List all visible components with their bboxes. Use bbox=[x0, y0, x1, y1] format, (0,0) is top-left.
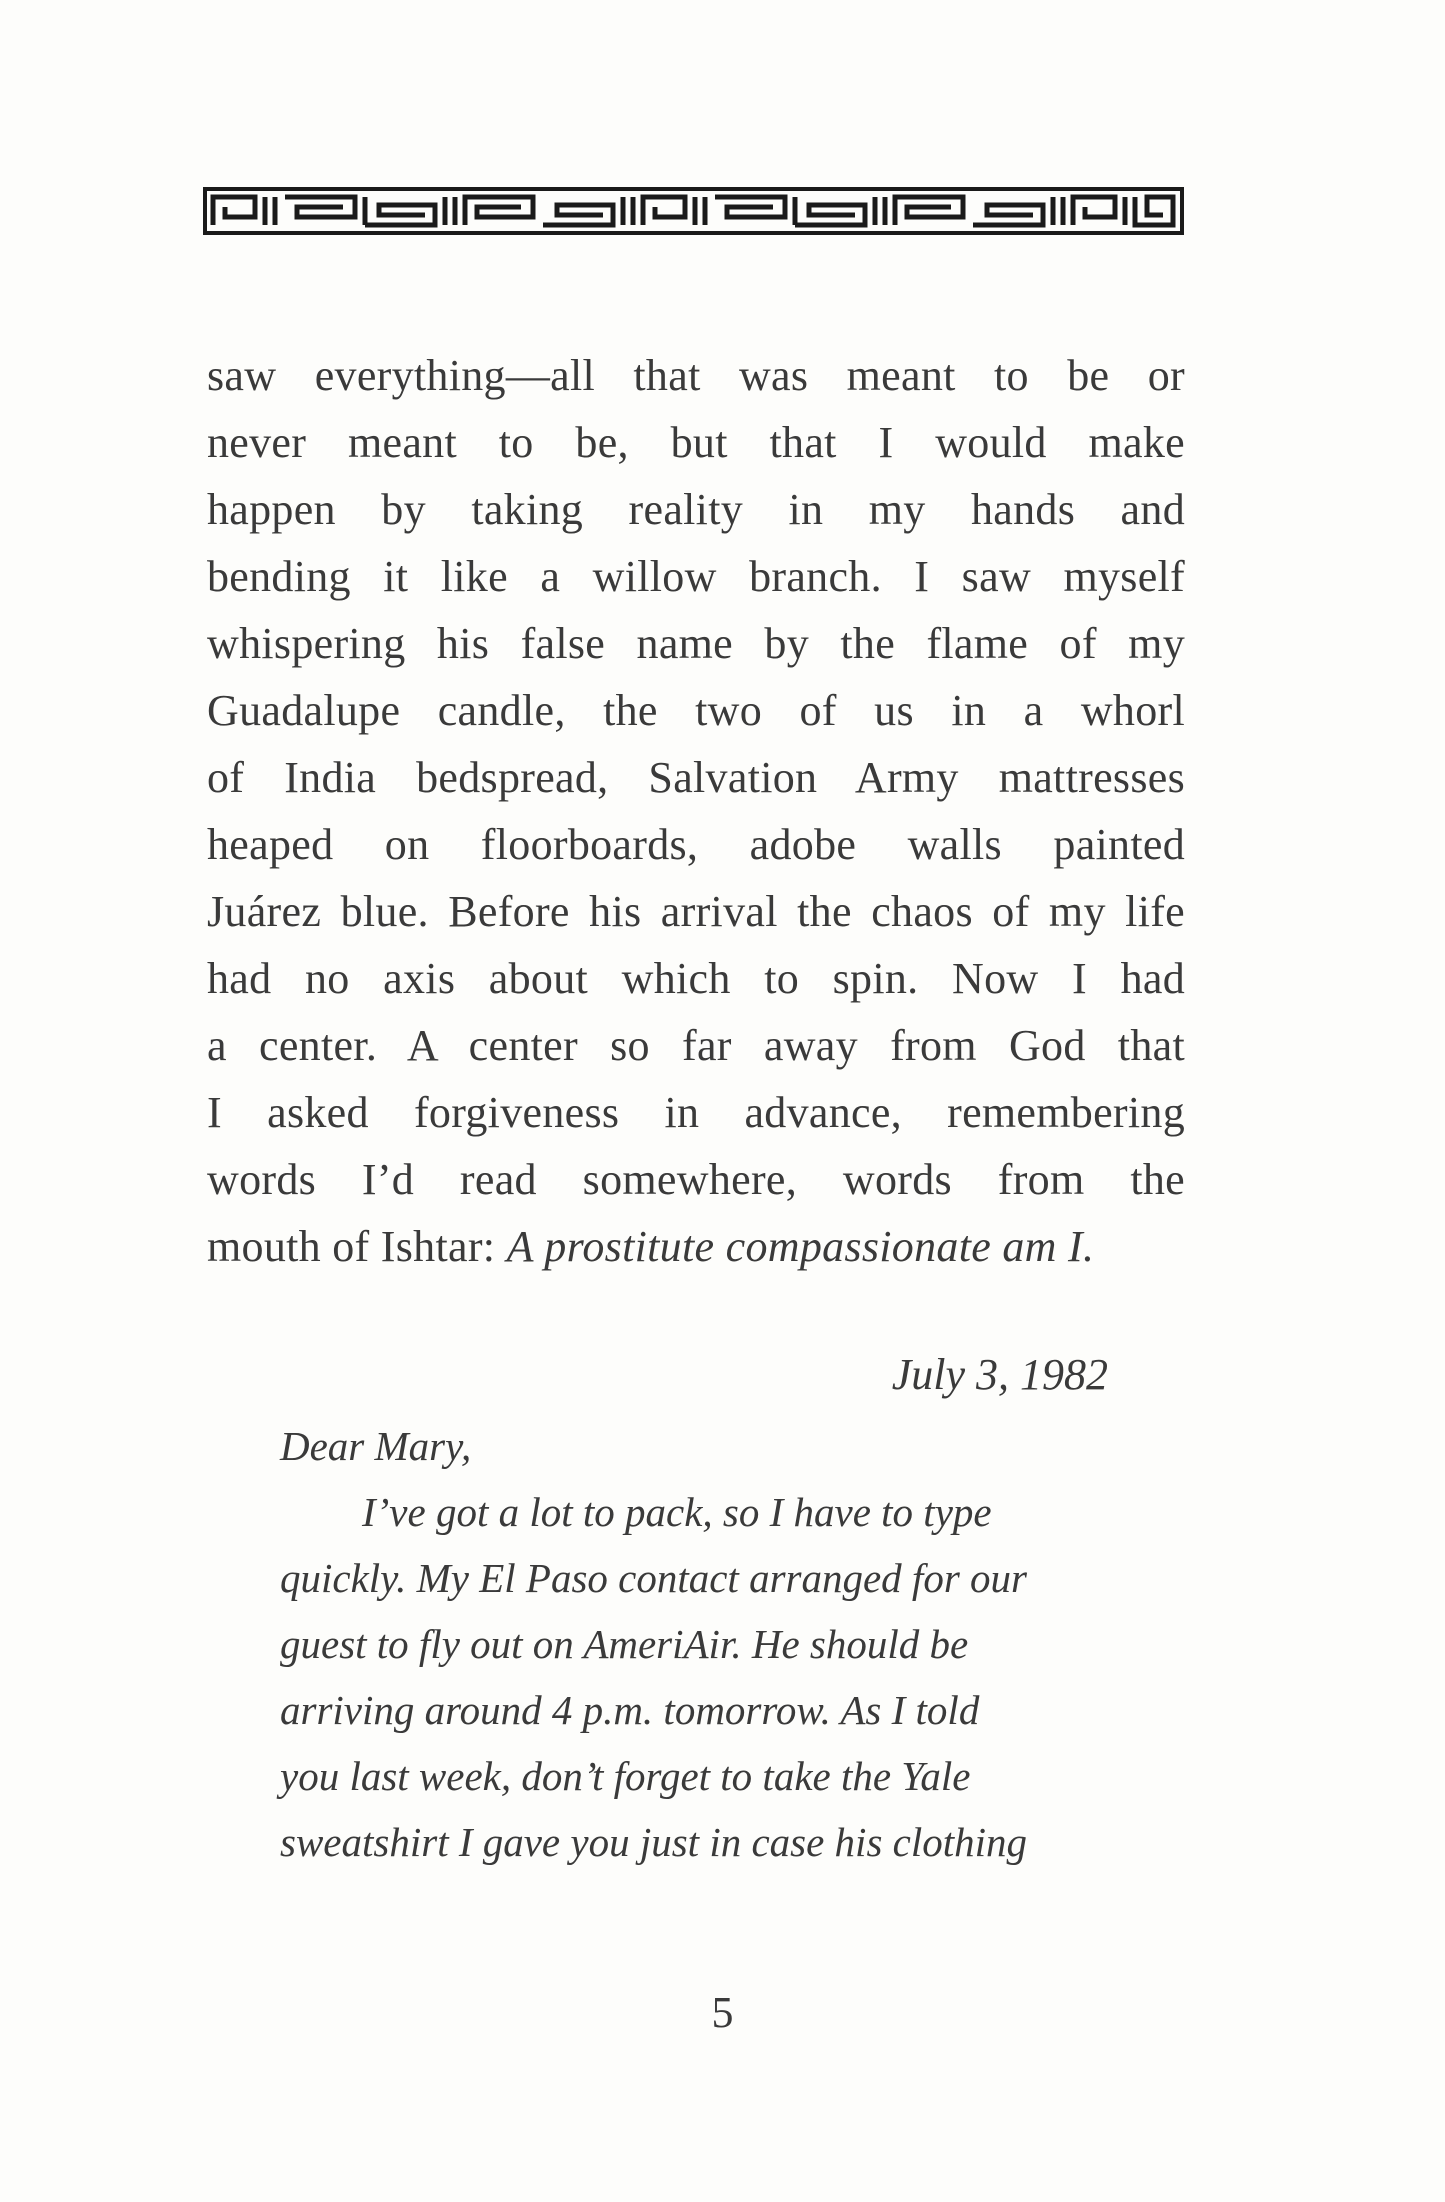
letter-line: arriving around 4 p.m. tomorrow. As I told bbox=[280, 1687, 980, 1733]
body-line: Guadalupe candle, the two of us in a whorl bbox=[207, 686, 1185, 735]
last-line-plain: mouth of Ishtar: bbox=[207, 1222, 507, 1271]
page-number: 5 bbox=[711, 1988, 734, 2037]
body-line: happen by taking reality in my hands and bbox=[207, 485, 1185, 534]
greek-key-border-graphic bbox=[203, 187, 1184, 235]
letter-line: quickly. My El Paso contact arranged for our bbox=[280, 1555, 1027, 1601]
body-line: heaped on floorboards, adobe walls painted bbox=[207, 820, 1185, 869]
body-line: never meant to be, but that I would make bbox=[207, 418, 1185, 467]
letter-date: July 3, 1982 bbox=[891, 1350, 1108, 1399]
letter-line: you last week, don’t forget to take the Yale bbox=[280, 1753, 971, 1799]
body-line: of India bedspread, Salvation Army mattresses bbox=[207, 753, 1185, 802]
letter-line: I’ve got a lot to pack, so I have to type bbox=[362, 1489, 992, 1535]
body-line: Juárez blue. Before his arrival the chaos of my life bbox=[207, 887, 1185, 936]
body-line: I asked forgiveness in advance, remembering bbox=[207, 1088, 1185, 1137]
letter bbox=[280, 1413, 1110, 1875]
letter-line: sweatshirt I gave you just in case his clothing bbox=[280, 1819, 1028, 1865]
greek-key-border bbox=[203, 187, 1184, 235]
body-line: whispering his false name by the flame of my bbox=[207, 619, 1185, 668]
body-line: a center. A center so far away from God that bbox=[207, 1021, 1185, 1070]
body-line: bending it like a willow branch. I saw myself bbox=[207, 552, 1185, 601]
letter-line: guest to fly out on AmeriAir. He should be bbox=[280, 1621, 969, 1667]
ishtar-quote: A prostitute compassionate am I. bbox=[506, 1222, 1095, 1271]
body-line: saw everything—all that was meant to be or bbox=[207, 351, 1185, 400]
letter-salutation: Dear Mary, bbox=[280, 1423, 472, 1469]
body-text bbox=[207, 342, 1185, 1280]
body-line: had no axis about which to spin. Now I had bbox=[207, 954, 1185, 1003]
body-line: words I’d read somewhere, words from the bbox=[207, 1155, 1185, 1204]
body-line-last bbox=[207, 1213, 1185, 1280]
